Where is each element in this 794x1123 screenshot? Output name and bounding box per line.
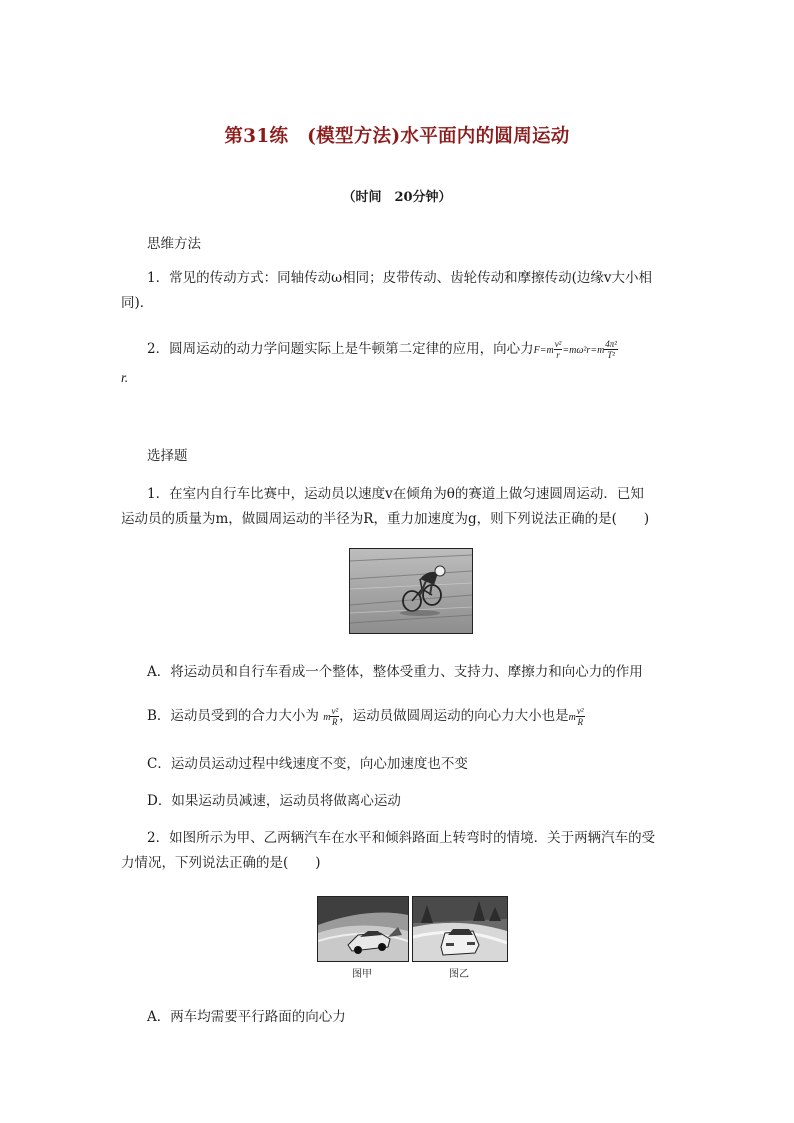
cyclist-photo — [349, 548, 473, 634]
method-item-1-line-2: 同)． — [121, 295, 154, 311]
method-item-2-line-1: 2．圆周运动的动力学问题实际上是牛顿第二定律的应用，向心力F=m $\frac{\text{v²}}{r}$ =mω²r=m $\frac{\text{4π²}}{\text{T²}}$ — [147, 339, 618, 360]
q2-line-2: 力情况，下列说法正确的是( ) — [121, 855, 321, 871]
q1-option-c: C．运动员运动过程中线速度不变，向心加速度也不变 — [147, 756, 468, 772]
car-b-illustration — [413, 897, 507, 961]
q1-option-a: A．将运动员和自行车看成一个整体，整体受重力、支持力、摩擦力和向心力的作用 — [147, 664, 643, 680]
page-subtitle: （时间 20分钟） — [342, 190, 452, 205]
q2-option-a: A．两车均需要平行路面的向心力 — [147, 1009, 346, 1025]
page-title: 第31练 (模型方法)水平面内的圆周运动 — [224, 126, 570, 147]
formula-v2-over-R-1: $\frac{\text{v²}}{R}$ — [331, 706, 339, 727]
formula-v2-over-R-2: $\frac{\text{v²}}{R}$ — [576, 706, 584, 727]
formula-4pi2-over-T2: $\frac{\text{4π²}}{\text{T²}}$ — [605, 339, 618, 360]
choice-heading: 选择题 — [147, 448, 188, 464]
method-item-1-line-1: 1．常见的传动方式：同轴传动ω相同；皮带传动、齿轮传动和摩擦传动(边缘v大小相 — [147, 270, 652, 286]
car-a-illustration — [318, 897, 408, 961]
q1-line-1: 1．在室内自行车比赛中，运动员以速度v在倾角为θ的赛道上做匀速圆周运动．已知 — [147, 486, 644, 502]
q1-line-2: 运动员的质量为m，做圆周运动的半径为R，重力加速度为g，则下列说法正确的是( ) — [121, 511, 650, 527]
method-item-2-line-2: r. — [121, 370, 129, 385]
method-heading: 思维方法 — [147, 236, 201, 252]
caption-figure-a: 图甲 — [352, 969, 372, 980]
car-a-photo — [317, 896, 409, 962]
q1-option-d: D．如果运动员减速，运动员将做离心运动 — [147, 793, 401, 809]
formula-v2-over-r: $\frac{\text{v²}}{r}$ — [554, 339, 562, 360]
car-b-photo — [412, 896, 508, 962]
cyclist-illustration — [350, 549, 472, 633]
q1-option-b: B．运动员受到的合力大小为 m $\frac{\text{v²}}{R}$ ，运动员做圆周运动的向心力大小也是m $\frac{\text{v²}}{R}$ — [147, 706, 584, 727]
caption-figure-b: 图乙 — [449, 969, 469, 980]
method-item-2-text: 2．圆周运动的动力学问题实际上是牛顿第二定律的应用，向心力 — [147, 341, 534, 357]
q2-line-1: 2．如图所示为甲、乙两辆汽车在水平和倾斜路面上转弯时的情境．关于两辆汽车的受 — [147, 830, 656, 846]
